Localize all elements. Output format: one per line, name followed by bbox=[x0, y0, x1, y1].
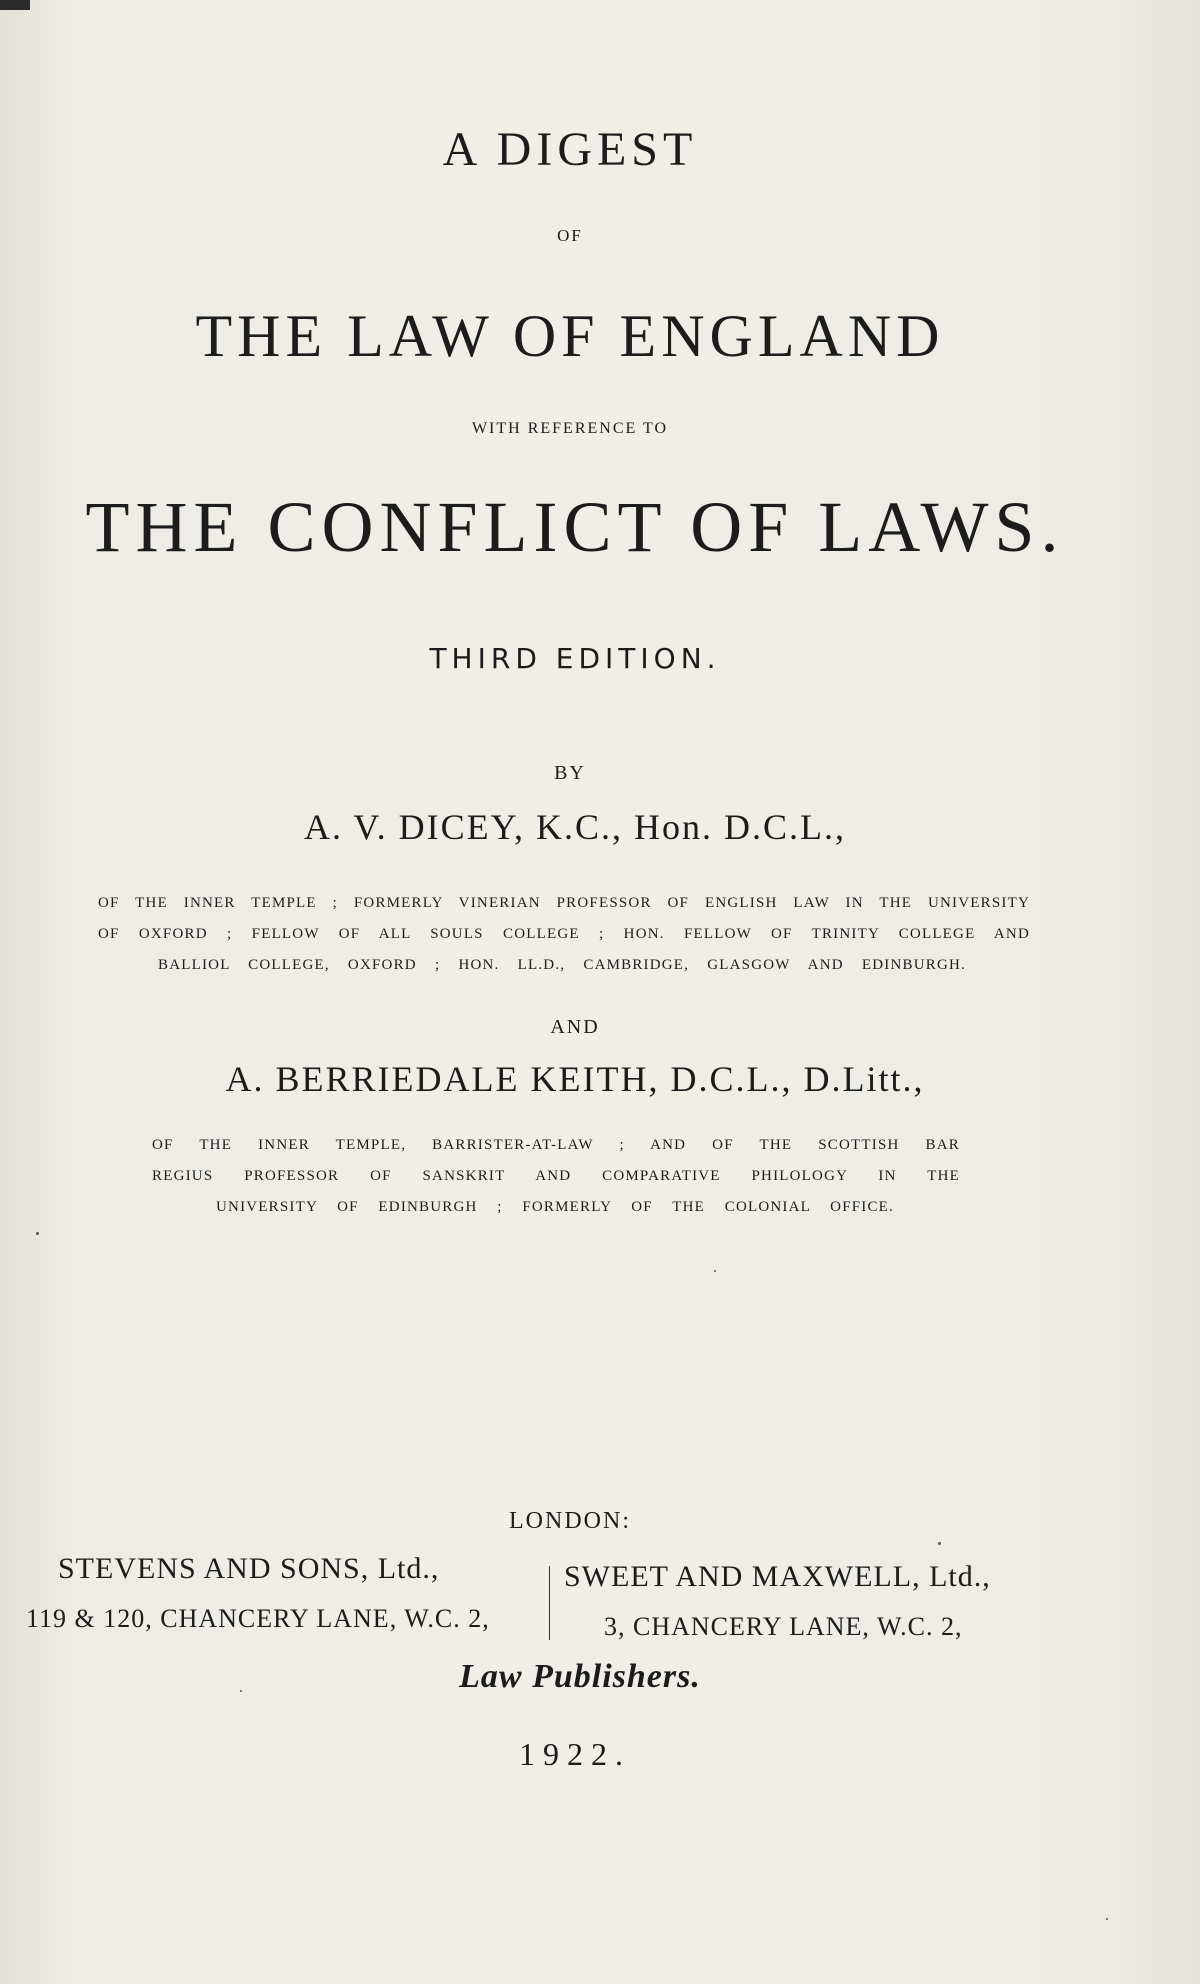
author1-description-line: OF OXFORD ; FELLOW OF ALL SOULS COLLEGE ; HON. FELLOW OF TRINITY COLLEGE AND bbox=[98, 926, 1030, 942]
title-line-conflict-of-laws: THE CONFLICT OF LAWS. bbox=[85, 487, 1065, 567]
publication-year: 1922. bbox=[519, 1736, 631, 1772]
title-line-of: OF bbox=[557, 226, 583, 245]
publisher-right-name: SWEET AND MAXWELL, Ltd., bbox=[564, 1560, 991, 1593]
paper-speck bbox=[36, 1232, 39, 1235]
author1-name: A. V. DICEY, K.C., Hon. D.C.L., bbox=[303, 807, 847, 847]
author1-description-line: BALLIOL COLLEGE, OXFORD ; HON. LL.D., CAMBRIDGE, GLASGOW AND EDINBURGH. bbox=[158, 957, 966, 973]
publisher-left-name: STEVENS AND SONS, Ltd., bbox=[58, 1552, 440, 1585]
title-line-digest: A DIGEST bbox=[442, 123, 698, 176]
author1-description bbox=[98, 888, 1030, 981]
paper-speck bbox=[938, 1542, 941, 1545]
paper-speck bbox=[1106, 1918, 1108, 1920]
publisher-divider bbox=[549, 1566, 550, 1640]
author2-description-line: REGIUS PROFESSOR OF SANSKRIT AND COMPARATIVE PHILOLOGY IN THE bbox=[152, 1168, 960, 1184]
author2-description-line: UNIVERSITY OF EDINBURGH ; FORMERLY OF THE COLONIAL OFFICE. bbox=[216, 1199, 894, 1215]
paper-speck bbox=[714, 1270, 716, 1272]
title-line-with-reference: WITH REFERENCE TO bbox=[471, 420, 669, 437]
publishers-label: Law Publishers. bbox=[459, 1658, 701, 1695]
title-line-law-of-england: THE LAW OF ENGLAND bbox=[195, 303, 945, 369]
author2-description-line: OF THE INNER TEMPLE, BARRISTER-AT-LAW ; AND OF THE SCOTTISH BAR bbox=[152, 1137, 960, 1153]
publisher-left-address: 119 & 120, CHANCERY LANE, W.C. 2, bbox=[26, 1604, 490, 1633]
author2-name: A. BERRIEDALE KEITH, D.C.L., D.Litt., bbox=[225, 1059, 925, 1099]
edition-label: THIRD EDITION. bbox=[429, 642, 721, 675]
by-label: BY bbox=[554, 762, 586, 784]
author1-description-line: OF THE INNER TEMPLE ; FORMERLY VINERIAN PROFESSOR OF ENGLISH LAW IN THE UNIVERSITY bbox=[98, 895, 1030, 911]
publisher-right-address: 3, CHANCERY LANE, W.C. 2, bbox=[604, 1612, 963, 1641]
author2-description bbox=[152, 1130, 960, 1223]
and-label: AND bbox=[550, 1016, 600, 1038]
page-corner-shadow bbox=[0, 0, 30, 10]
paper-speck bbox=[240, 1690, 242, 1692]
imprint-city: LONDON: bbox=[509, 1508, 631, 1534]
